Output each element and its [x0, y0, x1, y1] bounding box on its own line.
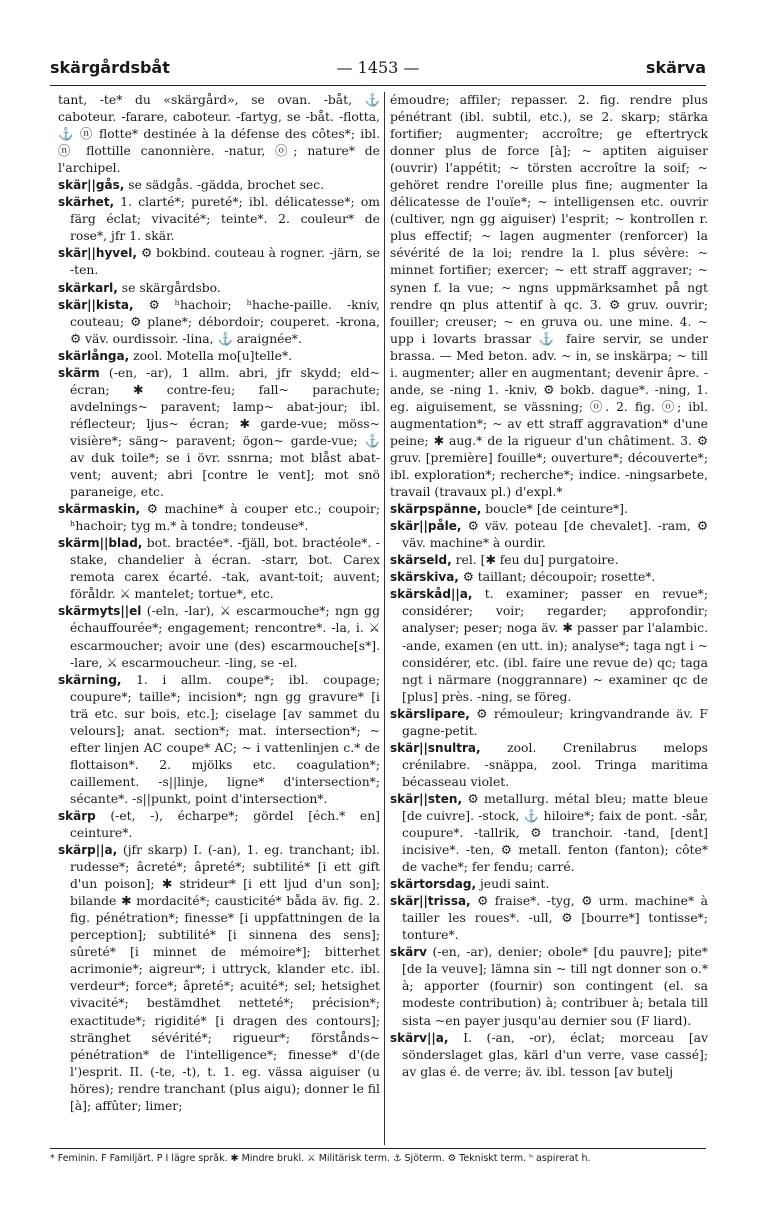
header-rule: [50, 85, 706, 86]
entry-definition: se skärgårdsbo.: [121, 280, 221, 295]
column-divider: [384, 92, 385, 1145]
entry-headword: skärmyts||el: [58, 604, 142, 619]
dictionary-entry: [58, 365, 380, 501]
entry-definition: 1. i allm. coupe*; ibl. coupage; coupure*; taille*; incision*; ngn gg gravure* [i trä etc. sur bois, etc.]; ciselage [av sammet du velours]; anat. section*; mat. intersection*; ~ efter linjen AC coupe* AC; ~ i vattenlinjen c.* de flottaison*. 2. mjölks etc. coagulation*; caillement. -s||linje, ligne* d'intersection*; sécante*. -s||punkt, point d'intersection*.: [70, 672, 380, 806]
entry-definition: boucle* [de ceinture*].: [485, 502, 628, 517]
entry-definition: ⚙ metallurg. métal bleu; matte bleue [de cuivre]. -stock, ⚓ hiloire*; faix de pont. -sår, coupure*. -tallrik, ⚙ tranchoir. -tand, [dent] incisive*. -ten, ⚙ metall. fenton (fanton); côte* de vache*; fer fendu; carré.: [402, 791, 708, 875]
entry-headword: skärhet,: [58, 195, 115, 210]
dictionary-entry: [58, 194, 380, 245]
entry-headword: skärmaskin,: [58, 502, 141, 517]
right-column: [390, 92, 708, 1081]
entry-definition: ⚙ fraise*. -tyg, ⚙ urm. machine* à tailler les roues*. -ull, ⚙ [bourre*] tontisse*; tonture*.: [402, 894, 708, 943]
left-guide-word: skärgårdsbåt: [50, 58, 170, 77]
entry-headword: skärslipare,: [390, 706, 470, 721]
entry-definition: rel. [✱ feu du] purgatoire.: [455, 553, 619, 568]
entry-definition: tant, -te* du «skärgård», se ovan. -båt, ⚓ caboteur. -farare, caboteur. -fartyg, se -båt. -flotta, ⚓ ⓝ flotte* destinée à la défense des côtes*; ibl. ⓝ flottille canonnière. -natur, ⓞ; nature* de l'archipel.: [58, 93, 380, 176]
dictionary-entry: [58, 280, 380, 297]
dictionary-entry: [390, 552, 708, 569]
entry-definition: bot. bractée*. -fjäll, bot. bractéole*. -stake, chandelier à écran. -starr, bot. Carex remota carex écarté. -tak, avant-toit; auvent; föråldr. ⚔ mantelet; tortue*, etc.: [70, 536, 380, 602]
entry-headword: skärv||a,: [390, 1030, 449, 1045]
dictionary-entry: [58, 672, 380, 808]
entry-headword: skär||sten,: [390, 791, 463, 806]
entry-headword: skärseld,: [390, 553, 452, 568]
dictionary-entry: [58, 92, 380, 177]
dictionary-entry: [58, 245, 380, 279]
entry-headword: skärpspänne,: [390, 502, 482, 517]
dictionary-entry: [390, 944, 708, 1029]
entry-definition: zool. Crenilabrus melops crénilabre. -snäppa, zool. Tringa maritima bécasseau violet.: [402, 740, 708, 789]
dictionary-entry: [390, 1030, 708, 1081]
entry-headword: skärm: [58, 365, 100, 380]
dictionary-entry: [58, 535, 380, 603]
entry-definition: (-et, -), écharpe*; gördel [éch.* en] ceinture*.: [70, 808, 380, 841]
dictionary-entry: [390, 501, 708, 518]
entry-headword: skärv: [390, 945, 427, 960]
entry-definition: ⚙ machine* à couper etc.; coupoir; ʰhachoir; tyg m.* à tondre; tondeuse*.: [70, 502, 380, 534]
entry-definition: ⚙ ʰhachoir; ʰhache-paille. -kniv, couteau; ⚙ plane*; débordoir; couperet. -krona, ⚙ väv. ourdissoir. -lina, ⚓ araignée*.: [70, 297, 380, 346]
entry-definition: (-en, -ar), 1 allm. abri, jfr skydd; eld~ écran; ✱ contre-feu; fall~ parachute; avdelnings~ paravent; lamp~ abat-jour; ibl. réflecteur; ljus~ écran; ✱ garde-vue; möss~ visière*; säng~ paravent; ögon~ garde-vue; ⚓ av duk toile*; se i övr. ssnrna; mot blåst abat-vent; auvent; abri [contre le vent]; mot snö paraneige, etc.: [70, 365, 380, 500]
entry-headword: skär||påle,: [390, 519, 462, 534]
entry-definition: ⚙ taillant; découpoir; rosette*.: [462, 570, 656, 585]
entry-definition: I. (-an, -or), éclat; morceau [av sönderslaget glas, kärl d'un verre, vase cassé]; av glas é. de verre; äv. ibl. tesson [av butelj: [402, 1030, 708, 1079]
entry-definition: jeudi saint.: [479, 877, 550, 892]
page-number: — 1453 —: [336, 58, 420, 77]
entry-definition: se sädgås. -gädda, brochet sec.: [128, 178, 325, 193]
entry-headword: skär||hyvel,: [58, 246, 137, 261]
entry-headword: skär||gås,: [58, 178, 125, 193]
entry-headword: skärkarl,: [58, 280, 118, 295]
footnote-rule: [50, 1148, 706, 1149]
dictionary-entry: [58, 501, 380, 535]
dictionary-entry: [390, 518, 708, 552]
dictionary-entry: [58, 297, 380, 348]
entry-definition: ⚙ bokbind. couteau à rogner. -järn, se -ten.: [70, 246, 380, 278]
entry-headword: skärp||a,: [58, 843, 118, 858]
entry-definition: émoudre; affiler; repasser. 2. fig. rendre plus pénétrant (ibl. subtil, etc.), se 2. skarp; stärka fortifier; augmenter; accroître; ge eftertryck donner plus de force [à]; ~ aptiten aiguiser (ouvrir) l'appétit; ~ törsten accroître la soif; ~ gehöret rendre l'oreille plus fine; augmenter la délicatesse de l'ouïe*; ~ intelligensen etc. ouvrir (cultiver, ngn gg aiguiser) l'esprit; ~ kontrollen r. plus effectif; ~ lagen augmenter (renforcer) la sévérité de la loi; rendre la l. plus sévère: ~ minnet fortifier; exercer; ~ ett straff aggraver; ~ synen f. la vue; ~ ngns uppmärksamhet på ngt rendre qn plus attentif à qc. 3. ⚙ gruv. ouvrir; fouiller; creuser; ~ en gruva ou. une mine. 4. ~ upp i lovarts brassar ⚓ faire servir, se under brassa. — Med beton. adv. ~ in, se inskärpa; ~ till i. augmenter; aller en augmentant; devenir âpre. -ande, se -ning 1. -kniv, ⚙ bokb. dague*. -ning, 1. eg. aiguisement, se vässning; ⓞ. 2. fig. ⓞ; ibl. augmentation*; ~ av ett straff aggravation* d'une peine; ✱ aug.* de la rigueur d'un châtiment. 3. ⚙ gruv. [première] fouille*; ouverture*; découverte*; ibl. exploration*; recherche*; indice. -ningsarbete, travail (travaux pl.) d'expl.*: [390, 93, 708, 500]
entry-definition: t. examiner; passer en revue*; considérer; voir; regarder; approfondir; analyser; peser; noga äv. ✱ passer par l'alambic. -ande, examen (en utt. in); analyse*; taga ngt i ~ considérer, etc. (ibl. faire une revue de) qc; taga ngt i närmare (noggrannare) ~ examiner qc de [plus] près. -ning, se föreg.: [402, 587, 708, 704]
dictionary-entry: [58, 177, 380, 194]
entry-definition: zool. Motella mo[u]telle*.: [133, 348, 293, 363]
dictionary-entry: [58, 808, 380, 842]
running-header: [50, 58, 706, 82]
entry-headword: skärtorsdag,: [390, 877, 477, 892]
entry-headword: skär||kista,: [58, 297, 134, 312]
entry-headword: skär||snultra,: [390, 740, 481, 755]
abbreviation-legend: * Feminin. F Familjärt. P I lägre språk. ✱ Mindre brukl. ⚔ Militärisk term. ⚓ Sjöterm. ⚙ Tekniskt term. ʰ aspirerat h.: [50, 1153, 591, 1164]
left-column: [58, 92, 380, 1115]
entry-headword: skärlånga,: [58, 348, 130, 363]
entry-definition: (-en, -ar), denier; obole* [du pauvre]; pite* [de la veuve]; lämna sin ~ till ngt donner son o.* à; apporter (fournir) son contingent (el. sa modeste contribution) à; contribuer à; betala till sista ~en payer jusqu'au dernier sou (F liard).: [402, 945, 708, 1028]
dictionary-entry: [390, 876, 708, 893]
entry-headword: skär||trissa,: [390, 894, 471, 909]
entry-headword: skärm||blad,: [58, 536, 143, 551]
dictionary-entry: [390, 893, 708, 944]
dictionary-entry: [58, 603, 380, 671]
entry-headword: skärning,: [58, 672, 122, 687]
dictionary-entry: [390, 586, 708, 705]
entry-headword: skärskåd||a,: [390, 587, 473, 602]
dictionary-entry: [390, 706, 708, 740]
entry-definition: (jfr skarp) I. (-an), 1. eg. tranchant; ibl. rudesse*; âcreté*; âpreté*; subtilité* [i ett gift d'un poison]; ✱ strideur* [i ett ljud d'un son]; bilande ✱ mordacité*; causticité* båda äv. fig. 2. fig. pénétration*; finesse* [i uppfattningen de la perception]; subtilité* [i sinnena des sens]; sûreté* [i minnet de mémoire*]; bitterhet acrimonie*; aigreur*; i uttryck, klander etc. ibl. verdeur*; force*; âpreté*; acuité*; sel; hetsighet vivacité*; bestämdhet netteté*; précision*; exactitude*; rigidité* [i dragen des contours]; stränghet sévérité*; rigueur*; förstånds~ pénétration* de l'intelligence*; finesse* d'(de l')esprit. II. (-te, -t), t. 1. eg. vässa aiguiser (u höres); rendre tranchant (plus aigu); donner le fil [à]; affûter; limer;: [70, 843, 380, 1113]
dictionary-entry: [390, 92, 708, 501]
dictionary-entry: [390, 791, 708, 876]
entry-definition: ⚙ rémouleur; kringvandrande äv. F gagne-petit.: [402, 706, 708, 738]
dictionary-entry: [58, 842, 380, 1115]
dictionary-entry: [58, 348, 380, 365]
entry-headword: skärp: [58, 808, 96, 823]
right-guide-word: skärva: [645, 58, 706, 77]
dictionary-entry: [390, 569, 708, 586]
entry-headword: skärskiva,: [390, 570, 459, 585]
entry-definition: (-eln, -lar), ⚔ escarmouche*; ngn gg échauffourée*; engagement; rencontre*. -la, i. ⚔ escarmoucher; avoir une (des) escarmouche[s*]. -lare, ⚔ escarmoucheur. -ling, se -el.: [70, 604, 380, 670]
entry-definition: 1. clarté*; pureté*; ibl. délicatesse*; om färg éclat; vivacité*; teinte*. 2. couleur* de rose*, jfr 1. skär.: [70, 195, 380, 244]
entry-definition: ⚙ väv. poteau [de chevalet]. -ram, ⚙ väv. machine* à ourdir.: [402, 519, 708, 551]
dictionary-entry: [390, 740, 708, 791]
